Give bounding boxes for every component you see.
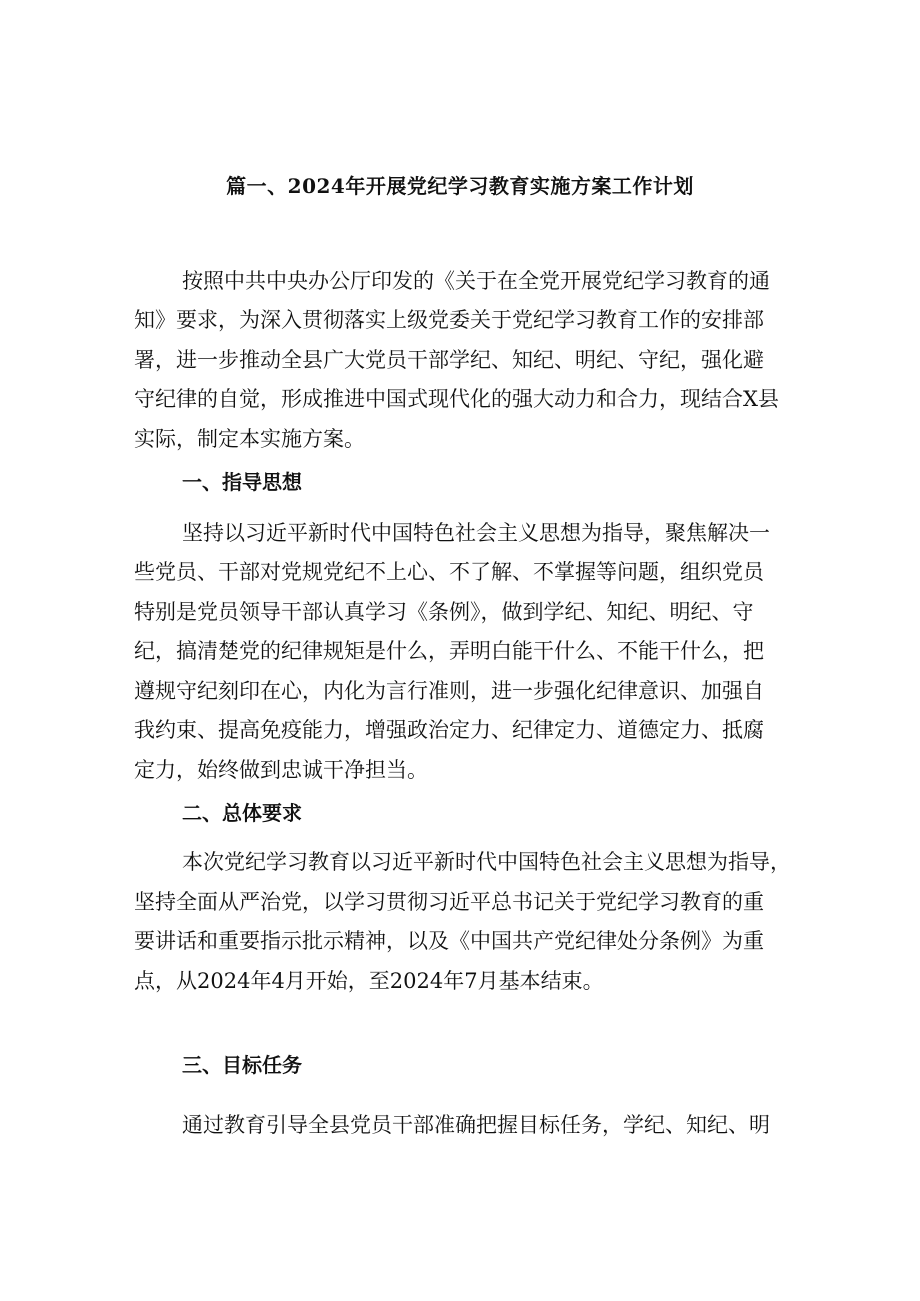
paragraph-line: 守纪律的自觉，形成推进中国式现代化的强大动力和合力，现结合X县 (134, 387, 779, 411)
paragraph-line: 知》要求，为深入贯彻落实上级党委关于党纪学习教育工作的安排部 (134, 308, 764, 332)
section-heading-overall-requirements: 二、总体要求 (182, 801, 302, 825)
paragraph-line: 纪，搞清楚党的纪律规矩是什么，弄明白能干什么、不能干什么，把 (134, 639, 764, 663)
document-title: 篇一、2024年开展党纪学习教育实施方案工作计划 (226, 174, 694, 198)
paragraph-line: 通过教育引导全县党员干部准确把握目标任务，学纪、知纪、明 (182, 1113, 770, 1137)
paragraph-line: 本次党纪学习教育以习近平新时代中国特色社会主义思想为指导， (182, 850, 791, 874)
paragraph-line: 特别是党员领导干部认真学习《条例》，做到学纪、知纪、明纪、守 (134, 600, 754, 624)
section-heading-objectives: 三、目标任务 (182, 1053, 302, 1077)
paragraph-line: 我约束、提高免疫能力，增强政治定力、纪律定力、道德定力、抵腐 (134, 718, 764, 742)
paragraph-line: 定力，始终做到忠诚干净担当。 (134, 758, 428, 782)
paragraph-line: 署，进一步推动全县广大党员干部学纪、知纪、明纪、守纪，强化避 (134, 348, 764, 372)
paragraph-line: 遵规守纪刻印在心，内化为言行准则，进一步强化纪律意识、加强自 (134, 679, 764, 703)
paragraph-line: 按照中共中央办公厅印发的《关于在全党开展党纪学习教育的通 (182, 269, 770, 293)
paragraph-line: 坚持全面从严治党，以学习贯彻习近平总书记关于党纪学习教育的重 (134, 890, 764, 914)
paragraph-line: 点，从2024年4月开始，至2024年7月基本结束。 (134, 969, 604, 993)
paragraph-line: 要讲话和重要指示批示精神，以及《中国共产党纪律处分条例》为重 (134, 929, 764, 953)
paragraph-line: 些党员、干部对党规党纪不上心、不了解、不掌握等问题，组织党员 (134, 560, 764, 584)
section-heading-guiding-ideology: 一、指导思想 (182, 470, 302, 494)
paragraph-line: 坚持以习近平新时代中国特色社会主义思想为指导，聚焦解决一 (182, 521, 770, 545)
paragraph-line: 实际，制定本实施方案。 (134, 427, 365, 451)
